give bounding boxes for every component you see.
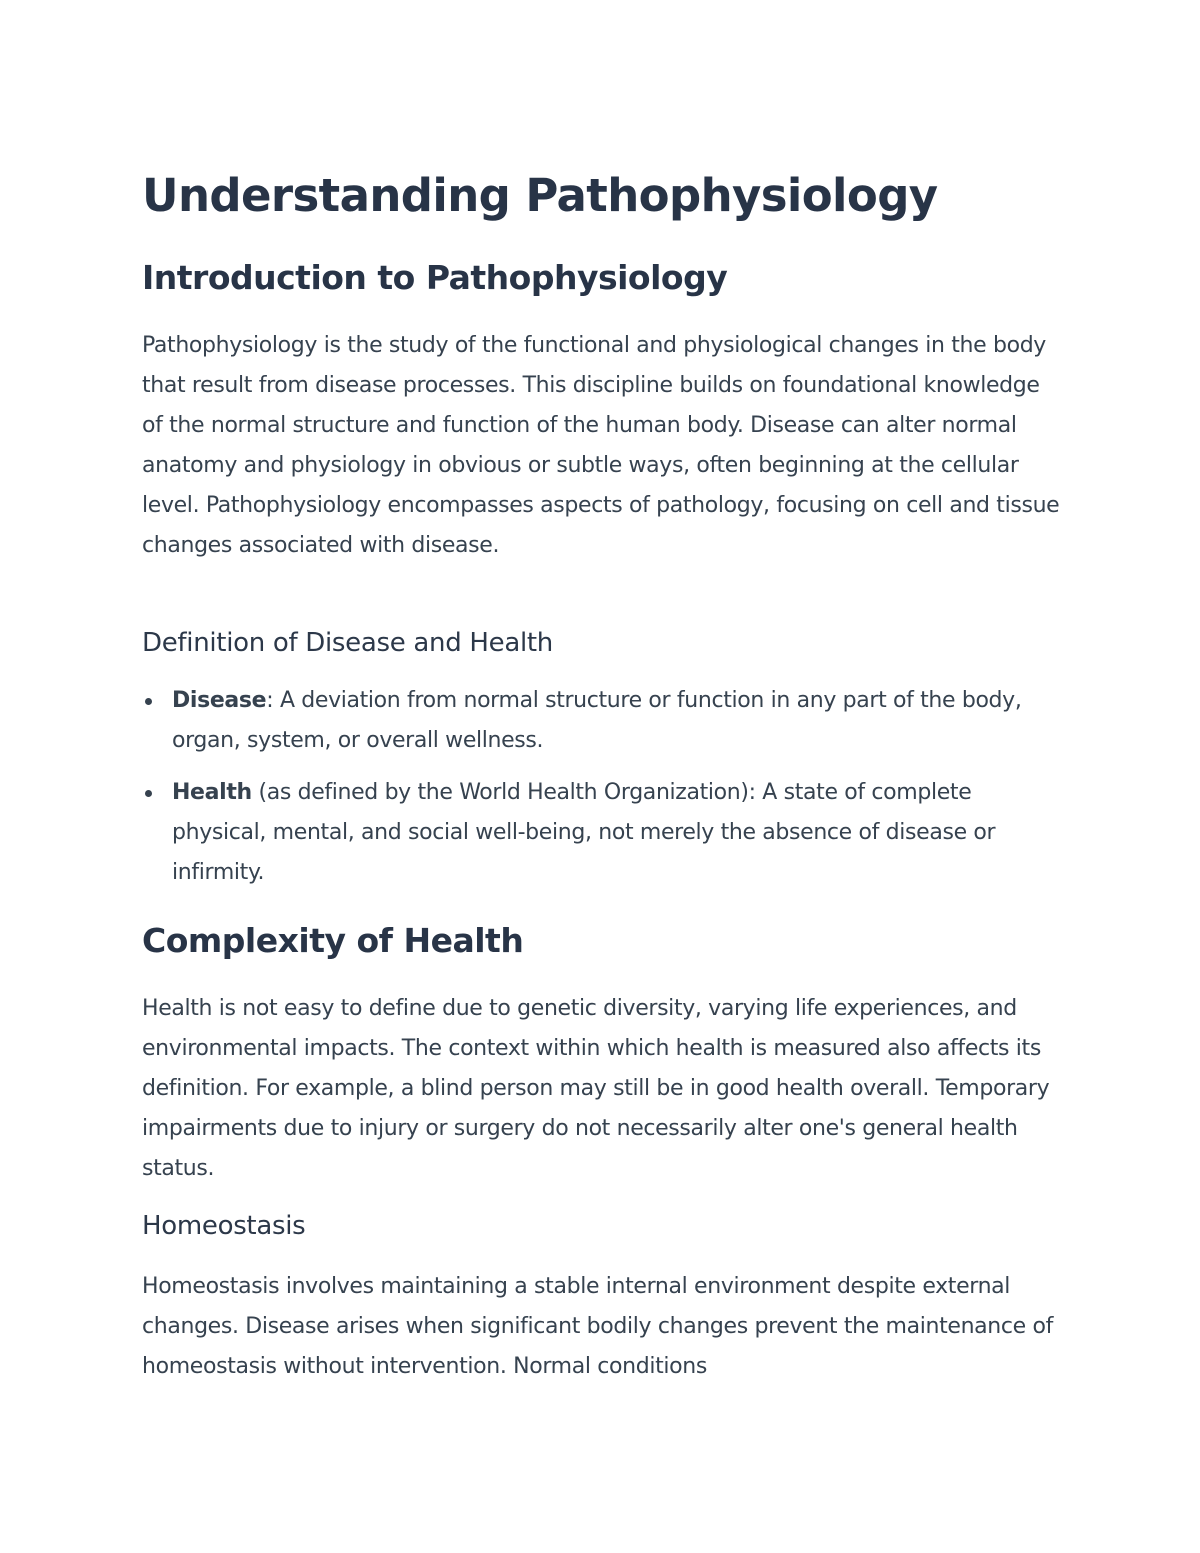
subsection-heading-homeostasis: Homeostasis [142, 1211, 306, 1241]
definition-list [142, 681, 1062, 905]
subsection-heading-definition: Definition of Disease and Health [142, 628, 553, 658]
section-heading-complexity: Complexity of Health [142, 921, 524, 960]
paragraph-homeostasis: Homeostasis involves maintaining a stable internal environment despite external changes. Disease arises when significant bodily changes prevent the maintenance of homeostasis without intervention. Normal conditions [142, 1274, 1053, 1379]
definition-disease: : A deviation from normal structure or function in any part of the body, organ, system, or overall wellness. [172, 688, 1022, 753]
list-item-health [142, 773, 1062, 893]
list-item-disease [142, 681, 1062, 761]
paragraph-complexity: Health is not easy to define due to genetic diversity, varying life experiences, and environmental impacts. The context within which health is measured also affects its definition. For example, a blind person may still be in good health overall. Temporary impairments due to injury or surgery do not necessarily alter one's general health status. [142, 996, 1050, 1181]
section-heading-introduction: Introduction to Pathophysiology [142, 258, 728, 297]
bullet-icon [145, 698, 152, 705]
definition-health: (as defined by the World Health Organization): A state of complete physical, mental, and social well-being, not merely the absence of disease or infirmity. [172, 780, 996, 885]
page-title: Understanding Pathophysiology [142, 169, 938, 222]
bullet-icon [145, 790, 152, 797]
term-health: Health [172, 780, 252, 805]
term-disease: Disease [172, 688, 267, 713]
paragraph-introduction: Pathophysiology is the study of the functional and physiological changes in the body that result from disease processes. This discipline builds on foundational knowledge of the normal structure and function of the human body. Disease can alter normal anatomy and physiology in obvious or subtle ways, often beginning at the cellular level. Pathophysiology encompasses aspects of pathology, focusing on cell and tissue changes associated with disease. [142, 333, 1060, 558]
